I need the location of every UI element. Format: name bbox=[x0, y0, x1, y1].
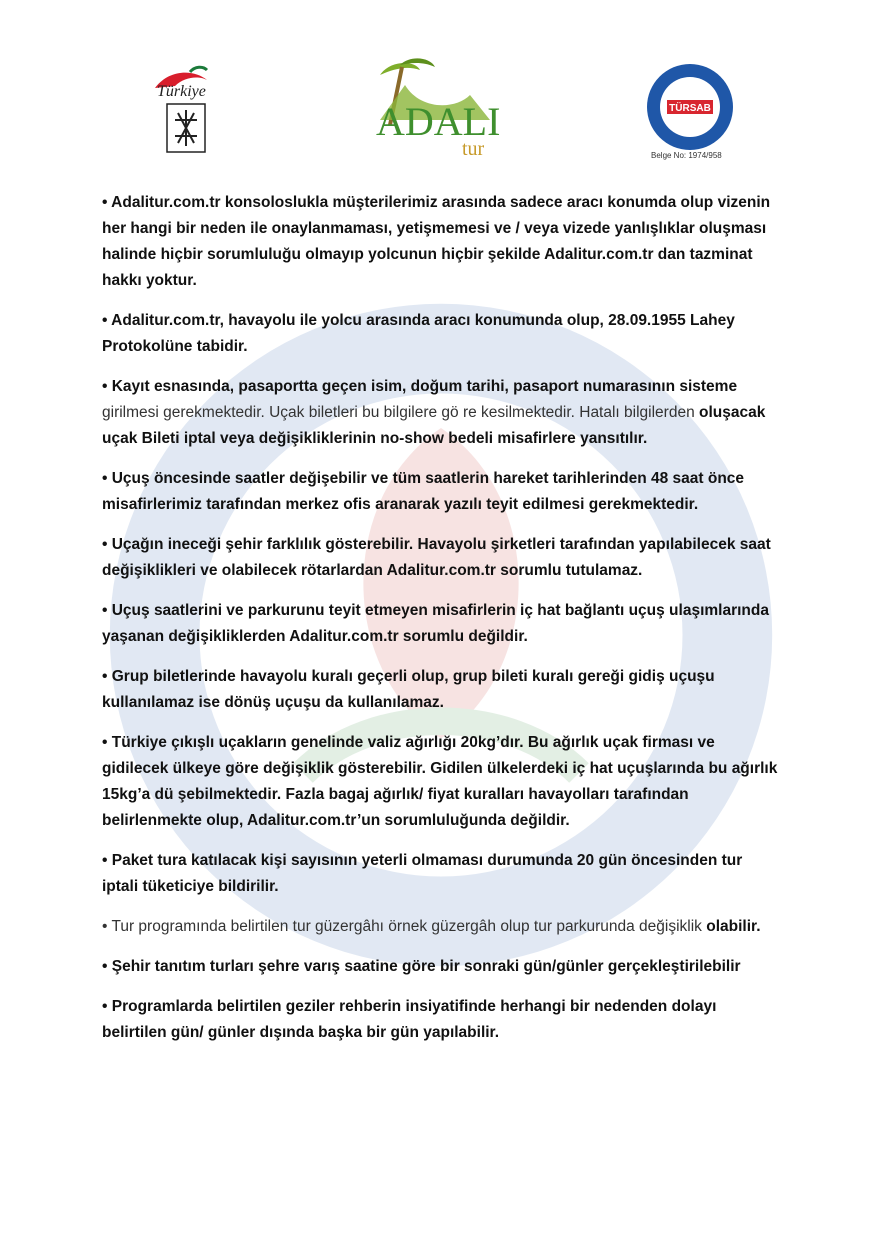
turkiye-wordmark: Türkiye bbox=[157, 83, 206, 100]
paragraph-7: • Grup biletlerinde havayolu kuralı geçerli olup, grup bileti kuralı gereği gidiş uçuşu kullanılamaz ise dönüş uçuşu da kullanılamaz. bbox=[102, 668, 715, 711]
paragraph-3-light: girilmesi gerekmektedir. Uçak biletleri bu bilgilere gö re kesilmektedir. Hatalı bilgilerden bbox=[102, 404, 695, 421]
adalitur-subword: tur bbox=[462, 138, 485, 160]
paragraph-3-pre: • Kayıt esnasında, pasaportta geçen isim, doğum tarihi, pasaport numarasının sisteme bbox=[102, 378, 738, 395]
paragraph-9: • Paket tura katılacak kişi sayısının yeterli olmaması durumunda 20 gün öncesinden tur iptali tüketiciye bildirilir. bbox=[102, 852, 743, 895]
paragraph-5: • Uçağın ineceği şehir farklılık gösterebilir. Havayolu şirketleri tarafından yapılabilecek saat değişiklikleri ve olabilecek rötarlardan Adalitur.com.tr sorumlu tutulamaz. bbox=[102, 536, 771, 579]
paragraph-11: • Şehir tanıtım turları şehre varış saatine göre bir sonraki gün/günler gerçekleştirilebilir bbox=[102, 958, 741, 975]
paragraph-1: • Adalitur.com.tr konsoloslukla müşterilerimiz arasında sadece aracı konumda olup vizenin her hangi bir neden ile onaylanmaması, yetişmemesi ve / veya vizede yanlışlıklar oluşması halinde hiçbir sorumluluğu olmayıp yolcunun hiçbir şekilde Adalitur.com.tr dan tazminat hakkı yoktur. bbox=[102, 194, 771, 289]
paragraph-6: • Uçuş saatlerini ve parkurunu teyit etmeyen misafirlerin iç hat bağlantı uçuş ulaşımlarında yaşanan değişikliklerden Adalitur.com.tr sorumlu değildir. bbox=[102, 602, 769, 645]
terms-text bbox=[102, 190, 782, 1060]
paragraph-3 bbox=[102, 374, 782, 452]
turkiye-logo bbox=[145, 58, 240, 158]
license-number: Belge No: 1974/958 bbox=[651, 151, 722, 160]
adalitur-logo bbox=[360, 55, 520, 160]
paragraph-10-post: olabilir. bbox=[701, 918, 761, 935]
letterhead bbox=[0, 0, 876, 170]
paragraph-10 bbox=[102, 914, 782, 940]
adalitur-wordmark: ADALI bbox=[376, 99, 501, 144]
paragraph-8: • Türkiye çıkışlı uçakların genelinde valiz ağırlığı 20kg’dır. Bu ağırlık uçak firması ve gidilecek ülkeye göre değişiklik gösterebilir. Gidilen ülkelerdeki iç hat uçuşlarında bu ağırlık 15kg’a dü şebilmektedir. Fazla bagaj ağırlık/ fiyat kuralları havayolları tarafından belirlenmekte olup, Adalitur.com.tr’un sorumluluğunda değildir. bbox=[102, 734, 778, 829]
paragraph-12: • Programlarda belirtilen geziler rehberin insiyatifinde herhangi bir nedenden dolayı belirtilen gün/ günler dışında başka bir gün yapılabilir. bbox=[102, 998, 717, 1041]
paragraph-4: • Uçuş öncesinde saatler değişebilir ve tüm saatlerin hareket tarihlerinden 48 saat önce misafirlerimiz tarafından merkez ofis aranarak yazılı teyit edilmesi gerekmektedir. bbox=[102, 470, 745, 513]
paragraph-10-light: • Tur programında belirtilen tur güzergâhı örnek güzergâh olup tur parkurunda değişiklik bbox=[102, 918, 702, 935]
tursab-logo bbox=[645, 62, 735, 152]
paragraph-2: • Adalitur.com.tr, havayolu ile yolcu arasında aracı konumunda olup, 28.09.1955 Lahey Protokolüne tabidir. bbox=[102, 312, 735, 355]
tursab-wordmark: TÜRSAB bbox=[669, 103, 711, 114]
paragraph-3-post: oluşacak uçak Bileti iptal veya değişikliklerinin no-show bedeli misafirlere yansıtılır. bbox=[102, 404, 766, 447]
